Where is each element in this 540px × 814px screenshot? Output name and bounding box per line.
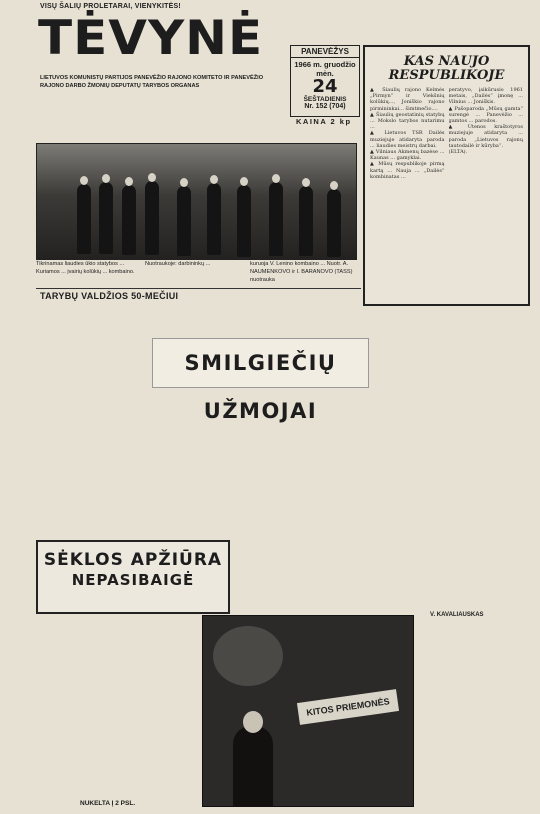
photo-figure [327, 189, 341, 257]
issue-date-line: 1966 m. gruodžio mėn. [294, 60, 356, 78]
author-signature: V. KAVALIAUSKAS [430, 612, 484, 618]
issue-city: PANEVĖŽYS [291, 46, 359, 58]
issue-day: 24 [312, 76, 338, 97]
photo-face [330, 181, 338, 190]
photo-figure [177, 186, 191, 256]
article-column-4-top [290, 308, 360, 336]
photo-figure [122, 185, 136, 255]
photo-figure [99, 182, 113, 254]
sidebox-item: ▲ Pašoparoda „Mūsų gamta“ surengė ... Panevėžio ... gamtos ... parodos. [448, 105, 523, 125]
photo-caption-mid: Nuotraukoje: darbininkų ... [145, 261, 211, 267]
advertisement-photo [202, 615, 414, 807]
photo-face [302, 178, 310, 187]
photo-face [210, 175, 218, 184]
photo-figure [77, 184, 91, 254]
photo-face [240, 177, 248, 186]
sidebox-title-line2: RESPUBLIKOJE [388, 68, 505, 83]
section-rule [36, 288, 361, 289]
front-photo [36, 143, 357, 260]
masthead-motto: VISŲ ŠALIŲ PROLETARAI, VIENYKITĖS! [40, 3, 181, 10]
photo-caption-right: kuruoja V. Lenino kombaino ... Nuotr. A. NAUMENKOVO ir I. BARANOVO (TASS) nuotrauka [250, 261, 353, 283]
article-column-3-top [210, 308, 285, 336]
newspaper-title: TĖVYNĖ [38, 10, 264, 66]
photo-face [180, 178, 188, 187]
box-title-line1: SĖKLOS APŽIŪRA [43, 550, 223, 570]
photo-face [102, 174, 110, 183]
photo-face [80, 176, 88, 185]
article-column-8 [120, 614, 198, 804]
article-column-5 [365, 305, 445, 605]
photo-figure [269, 182, 283, 256]
sidebox-right-column [449, 87, 524, 282]
article-column-7 [36, 614, 116, 804]
section-heading: TARYBŲ VALDŽIOS 50-MEČIUI [40, 291, 179, 301]
sidebox-item: peratyvo, įsikūrusio 1961 metais, „Dailės“ įmonę ... Vilnius ... Joniškis. [448, 87, 523, 106]
sidebox-item: ▲ Vilniaus Akmenų bazėse ... Kaunas ... gamyklai. [370, 149, 445, 162]
photo-face [125, 177, 133, 186]
issue-weekday: ŠEŠTADIENIS [303, 96, 347, 103]
article-column-1 [40, 308, 120, 538]
news-sidebox [363, 45, 530, 306]
article-column-2 [125, 390, 195, 535]
box-title-line2: NEPASIBAIGĖ [71, 571, 195, 589]
photo-figure [299, 186, 313, 256]
issue-number: Nr. 152 (704) [304, 103, 346, 110]
photo-figure [207, 183, 221, 255]
photo-caption-left: Tikrinamas liaudies ūkio statybos ... Kuriamos ... įvairių kolūkių ... kombaino. [36, 261, 135, 275]
ad-person-face [243, 711, 263, 733]
continued-note: NUKELTA Į 2 PSL. [80, 800, 136, 807]
ad-shape [213, 626, 283, 686]
article-column-4 [280, 390, 360, 610]
article-column-6 [450, 305, 528, 605]
ad-sign: KITOS PRIEMONĖS [297, 689, 399, 725]
big-headline: SMILGIEČIŲ UŽMOJAI [184, 351, 337, 423]
big-headline-box [152, 338, 369, 423]
sidebox-item: ▲ Šiaulių geostatinių statybų ... Mokslo tarybos nutarimu ... [370, 111, 445, 131]
sidebox-title-line1: KAS NAUJO [403, 54, 490, 69]
article-column-9 [416, 614, 526, 804]
ad-person [233, 726, 273, 806]
sidebox-item: ▲ Šiaulių rajono Kelmės „Pirmyn“ ir Viekšnių kolūkių..., Joniškio rajono pirmininkai... šimtmečio.... [370, 87, 445, 112]
sidebox-item: (ELTA). [448, 149, 468, 156]
sidebox-left-column [370, 87, 445, 282]
sidebox-item: ▲ Mūsų respublikoje pirmą kartą ... Nauja ... „Dailės“ kombinatas ... [370, 161, 445, 180]
photo-face [148, 173, 156, 182]
photo-figure [145, 181, 159, 255]
issue-price: KAINA 2 kp [296, 117, 352, 126]
sidebox-item: ▲ Utenos kraštotyros muziejuje atidaryta ... paroda „Lietuvos rajonų tautodailė ir kūryba“. [448, 124, 523, 149]
article-column-2-top [125, 308, 203, 336]
photo-figure [237, 185, 251, 257]
box-title [36, 540, 230, 614]
sidebox-item: ▲ Lietuvos TSR Dailės muziejuje atidaryta paroda ... liaudies meistrų darbai. [370, 130, 445, 149]
photo-face [272, 174, 280, 183]
newspaper-organ-line: LIETUVOS KOMUNISTŲ PARTIJOS PANEVĖŽIO RAJONO KOMITETO IR PANEVĖŽIO RAJONO DARBO ŽMONIŲ DEPUTATŲ TARYBOS ORGANAS [40, 75, 264, 89]
date-box [290, 45, 360, 117]
